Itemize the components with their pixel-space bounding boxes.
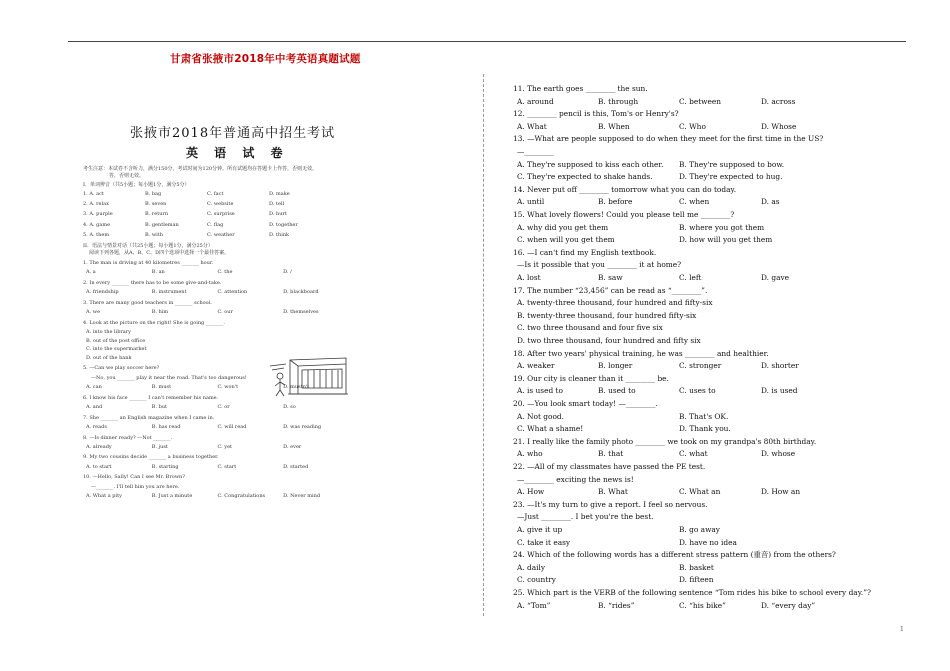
option-text: D. fifteen — [679, 575, 714, 585]
option-text: A. twenty-three thousand, four hundred and fifty-six — [517, 298, 713, 308]
option-text: B. longer — [598, 361, 633, 371]
option-text: C. when — [679, 197, 710, 207]
option-text: C. won't — [217, 384, 239, 391]
question-text: 1. The man is driving at 40 kilometres _______ hour. — [83, 259, 214, 266]
option-text: D. themselves — [283, 309, 319, 316]
option-text: A. “Tom” — [517, 600, 551, 610]
option-text: D. across — [761, 96, 796, 106]
question-text: 19. Our city is cleaner than it ________ be. — [513, 373, 669, 383]
option-text: D. Never mind — [283, 493, 321, 500]
option-text: B. twenty-three thousand, four hundred fifty-six — [517, 310, 697, 320]
option-text: B. before — [598, 197, 633, 207]
option-text: B. that — [598, 449, 624, 459]
option-text: A. who — [517, 449, 543, 459]
option-text: B. Just a minute — [151, 493, 193, 500]
exam-title: 张掖市2018年普通高中招生考试 — [130, 126, 336, 141]
question-text: 13. —What are people supposed to do when they meet for the first time in the US? — [513, 134, 824, 144]
option-text: B. where you got them — [679, 222, 765, 232]
option-text: D. blackboard — [283, 289, 319, 296]
option-text: B. When — [598, 121, 630, 131]
section-heading: I．单词辨音（共5小题；每小题1分，满分5分） — [83, 182, 190, 188]
question-text: 8. —Is dinner ready? —Not _______. — [83, 434, 173, 441]
option-text: B. has read — [151, 424, 181, 431]
option-text: B. What — [598, 487, 628, 497]
option-text: A. They're supposed to kiss each other. — [517, 159, 664, 169]
option-text: A. daily — [517, 562, 546, 572]
question-text: 10. —Hello, Sally! Can I see Mr. Brown? — [83, 474, 185, 481]
option-text: B. must — [151, 384, 172, 391]
option-text: D. Thank you. — [679, 424, 731, 434]
option-text: D. gave — [761, 273, 790, 282]
option-text: C. will read — [217, 424, 247, 431]
question-text: 18. After two years' physical training, he was ________ and healthier. — [513, 348, 769, 358]
option-text: B. starting — [151, 463, 179, 470]
question-text: 20. —You look smart today! —________. — [513, 399, 658, 408]
option-text: D. They're expected to hug. — [679, 172, 783, 182]
option-text: B. bag — [145, 190, 162, 197]
option-text: A. into the library — [86, 329, 131, 336]
option-text: C. “his bike” — [679, 600, 726, 610]
option-text: C. or — [217, 404, 230, 411]
option-text: B. go away — [679, 525, 720, 534]
option-text: C. start — [217, 463, 237, 470]
option-text: A. until — [517, 197, 545, 207]
question-text: 23. —It's my turn to give a report. I feel so nervous. — [513, 499, 708, 509]
option-text: A. a — [86, 269, 96, 276]
option-text: C. the — [217, 269, 233, 276]
question-text: 22. —All of my classmates have passed the PE test. — [513, 462, 706, 471]
option-text: A. Not good. — [517, 411, 564, 421]
question-text: 6. I know his face _______ I can't remember his name. — [83, 394, 219, 401]
option-text: 2. A. relax — [83, 200, 109, 207]
question-text: 12. ________ pencil is this, Tom's or Henry's? — [513, 109, 679, 119]
option-text: A. to start — [86, 463, 112, 470]
option-text: C. yet — [217, 444, 233, 450]
option-text: C. surprise — [207, 211, 235, 218]
option-text: A. is used to — [517, 386, 563, 396]
document-title: 甘肃省张掖市2018年中考英语真题试题 — [170, 53, 361, 65]
option-text: B. used to — [598, 386, 636, 396]
option-text: A. can — [86, 384, 102, 391]
notice-text: 考生注意：本试卷不含听力，满分150分，考试时间为120分钟。所有试题均在答题卡上作答，否则无效。 — [83, 166, 318, 172]
option-text: D. together — [269, 221, 298, 228]
option-text: B. with — [145, 232, 163, 239]
option-text: D. have no idea — [679, 537, 737, 547]
option-text: C. weather — [207, 232, 235, 239]
option-text: C. two three thousand and four five six — [517, 323, 663, 333]
option-text: C. website — [207, 200, 234, 207]
question-text: 15. What lovely flowers! Could you please tell me ________? — [513, 210, 735, 219]
question-text: 16. —I can't find my English textbook. — [513, 247, 657, 257]
option-text: A. we — [86, 309, 101, 316]
option-text: A. What — [517, 121, 547, 131]
option-text: C. What an — [679, 487, 721, 497]
option-text: D. started — [283, 463, 309, 470]
question-text-cont: —Is it possible that you ________ it at home? — [517, 260, 682, 270]
option-text: C. flag — [207, 221, 224, 228]
page-number: 1 — [900, 626, 904, 633]
option-text: D. make — [269, 190, 290, 197]
option-text: D. shorter — [761, 361, 799, 371]
option-text: A. why did you get them — [517, 222, 609, 232]
option-text: A. How — [517, 487, 545, 497]
question-text: 3. There are many good teachers in _______ school. — [83, 299, 212, 306]
option-text: C. Who — [679, 121, 706, 131]
question-text: 17. The number “23,456” can be read as “________”. — [513, 285, 708, 295]
option-text: B. just — [151, 444, 168, 450]
option-text: D. How an — [761, 487, 801, 497]
column-divider — [483, 74, 484, 616]
option-text: D. whose — [761, 449, 796, 459]
option-text: D. was reading — [283, 424, 322, 431]
option-text: D. / — [283, 269, 292, 276]
option-text: D. hurt — [269, 211, 287, 218]
section-instructions: 阅读下列各题，从A、B、C、D四个选项中选择一个最佳答案。 — [89, 249, 230, 256]
option-text: 5. A. them — [83, 232, 110, 239]
option-text: D. ever — [283, 444, 302, 450]
bank-illustration — [268, 354, 348, 398]
option-text: B. They're supposed to bow. — [679, 159, 785, 169]
option-text: A. around — [517, 96, 554, 106]
option-text: D. is used — [761, 386, 798, 396]
question-text: 5. —Can we play soccer here? — [83, 365, 160, 372]
question-text-cont: —_______. I'll tell him you are here. — [91, 483, 180, 490]
header-rule — [68, 41, 906, 42]
notice-text-cont: 答，否则无效。 — [109, 173, 145, 179]
option-text: B. out of the post office — [86, 337, 146, 344]
question-text-cont: —No, you _______ play it near the road. That's too dangerous! — [91, 374, 247, 381]
option-text: 3. A. purple — [83, 211, 113, 218]
option-text: D. as — [761, 197, 780, 207]
question-text: 21. I really like the family photo ________ we took on my grandpa's 80th birthday. — [513, 436, 817, 446]
option-text: 4. A. game — [83, 221, 111, 228]
option-text: C. what — [679, 449, 708, 459]
question-text: 7. She _______ an English magazine when I came in. — [83, 414, 215, 421]
option-text: C. What a shame! — [517, 424, 584, 434]
option-text: B. basket — [679, 562, 714, 572]
option-text: A. lost — [517, 273, 541, 282]
question-text: 2. In every _______ there has to be some give-and-take. — [83, 279, 222, 286]
option-text: B. seven — [145, 200, 167, 207]
option-text: C. They're expected to shake hands. — [517, 172, 653, 182]
question-text: 11. The earth goes ________ the sun. — [513, 84, 648, 93]
option-text: B. through — [598, 96, 639, 106]
option-text: 1. A. act — [83, 190, 104, 197]
option-text: D. “every day” — [761, 600, 816, 610]
option-text: B. saw — [598, 273, 623, 282]
option-text: C. take it easy — [517, 537, 571, 547]
question-text-cont: —Just ________. I bet you're the best. — [517, 512, 654, 522]
option-text: C. left — [679, 273, 702, 282]
option-text: A. give it up — [517, 525, 563, 534]
option-text: A. and — [86, 404, 103, 411]
question-text-cont: —________ — [517, 147, 554, 156]
option-text: A. What a pity — [86, 493, 122, 500]
option-text: A. already — [86, 444, 112, 450]
option-text: D. think — [269, 232, 290, 239]
section-heading: II．语法与情景对话（共25小题；每小题1分，满分25分） — [83, 242, 213, 249]
question-text-cont: —________ exciting the news is! — [517, 474, 634, 484]
option-text: D. Whose — [761, 121, 797, 131]
question-text: 4. Look at the picture on the right! She is going _______. — [83, 319, 225, 326]
option-text: D. tell — [269, 200, 285, 207]
question-text: 9. My two cousins decide _______ a business together. — [83, 454, 219, 461]
option-text: D. two three thousand, four hundred and fifty six — [517, 336, 701, 345]
option-text: B. but — [151, 404, 168, 411]
option-text: C. when will you get them — [517, 235, 615, 245]
option-text: C. attention — [217, 289, 248, 296]
option-text: B. “rides” — [598, 600, 635, 610]
question-text: 14. Never put off ________ tomorrow what you can do today. — [513, 184, 737, 194]
option-text: B. him — [151, 309, 169, 316]
option-text: D. out of the bank — [86, 354, 132, 361]
option-text: C. fact — [207, 190, 224, 197]
option-text: D. how will you get them — [679, 235, 773, 245]
option-text: B. return — [145, 211, 169, 218]
option-text: C. country — [517, 575, 556, 585]
option-text: A. friendship — [86, 289, 119, 296]
option-text: A. reads — [86, 424, 107, 431]
option-text: C. stronger — [679, 361, 722, 371]
option-text: B. gentleman — [145, 221, 179, 228]
option-text: C. uses to — [679, 386, 716, 396]
option-text: A. weaker — [517, 361, 555, 371]
option-text: D. so — [283, 404, 296, 411]
option-text: C. Congratulations — [217, 493, 266, 500]
option-text: D. mustn't — [283, 384, 310, 391]
option-text: C. our — [217, 309, 233, 316]
exam-subtitle: 英 语 试 卷 — [186, 146, 289, 160]
option-text: B. That's OK. — [679, 411, 729, 421]
question-text: 25. Which part is the VERB of the following sentence “Tom rides his bike to school every day.”? — [513, 588, 871, 597]
question-text: 24. Which of the following words has a different stress pattern (重音) from the others? — [513, 550, 836, 560]
option-text: B. instrument — [151, 289, 187, 296]
option-text: C. into the supermarket — [86, 346, 147, 353]
option-text: C. between — [679, 96, 721, 106]
option-text: B. an — [151, 269, 165, 276]
